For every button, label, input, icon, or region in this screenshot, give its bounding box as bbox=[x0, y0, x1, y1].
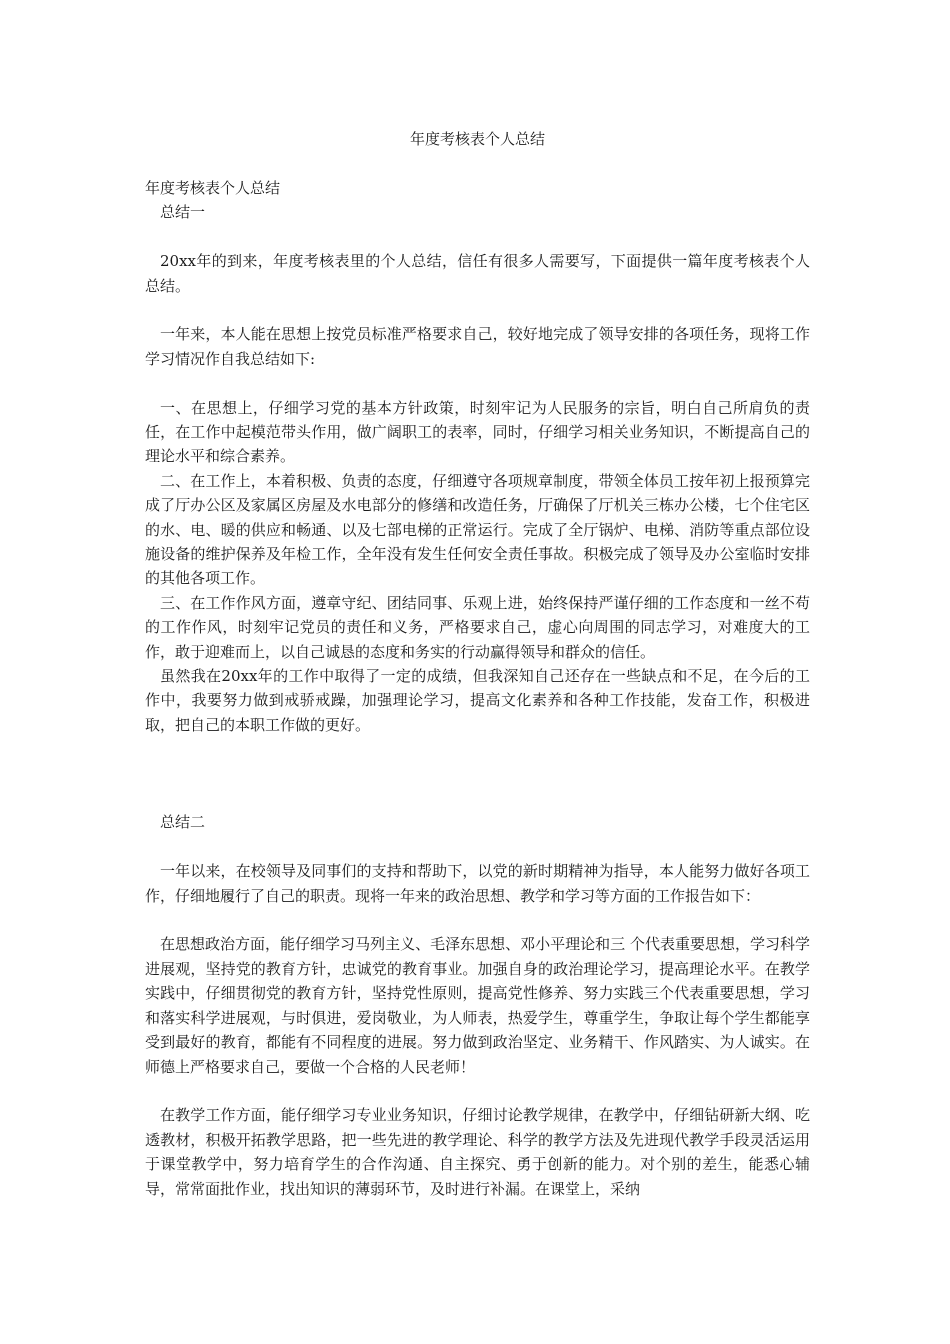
section2-paragraph: 在教学工作方面，能仔细学习专业业务知识，仔细讨论教学规律，在教学中，仔细钻研新大纲、吃透教材，积极开拓教学思路，把一些先进的教学理论、科学的教学方法及先进现代教学手段灵活运用于课堂教学中，努力培育学生的合作沟通、自主探究、勇于创新的能力。对个别的差生，能悉心辅导，常常面批作业，找出知识的薄弱环节，及时进行补漏。在课堂上，采纳 bbox=[145, 1106, 810, 1198]
section2-paragraph: 在思想政治方面，能仔细学习马列主义、毛泽东思想、邓小平理论和三 个代表重要思想，学习科学进展观，坚持党的教育方针，忠诚党的教育事业。加强自身的政治理论学习，提高理论水平。在教学实践中，仔细贯彻党的教育方针，坚持党性原则，提高党性修养、努力实践三个代表重要思想，学习和落实科学进展观，与时俱进，爱岗敬业，为人师表，热爱学生，尊重学生，争取让每个学生都能享受到最好的教育，都能有不同程度的进展。努力做到政治坚定、业务精干、作风踏实、为人诚实。在师德上严格要求自己，要做一个合格的人民老师！ bbox=[145, 935, 810, 1076]
section1-paragraph: 一年来，本人能在思想上按党员标准严格要求自己，较好地完成了领导安排的各项任务，现将工作学习情况作自我总结如下: bbox=[145, 325, 810, 368]
section1-heading: 总结一 bbox=[160, 203, 206, 222]
section1-paragraph: 三、在工作作风方面，遵章守纪、团结同事、乐观上进，始终保持严谨仔细的工作态度和一丝不苟的工作作风，时刻牢记党员的责任和义务，严格要求自己，虚心向周围的同志学习，对难度大的工作，敢于迎难而上，以自己诚恳的态度和务实的行动赢得领导和群众的信任。 bbox=[145, 593, 810, 661]
section1-paragraph: 虽然我在20xx年的工作中取得了一定的成绩，但我深知自己还存在一些缺点和不足，在今后的工作中，我要努力做到戒骄戒躁，加强理论学习，提高文化素养和各种工作技能，发奋工作，积极进取，把自己的本职工作做的更好。 bbox=[145, 667, 810, 734]
section1-paragraph: 二、在工作上，本着积极、负责的态度，仔细遵守各项规章制度，带领全体员工按年初上报预算完成了厅办公区及家属区房屋及水电部分的修缮和改造任务，厅确保了厅机关三栋办公楼，七个住宅区的水、电、暖的供应和畅通、以及七部电梯的正常运行。完成了全厅锅炉、电梯、消防等重点部位设施设备的维护保养及年检工作，全年没有发生任何安全责任事故。积极完成了领导及办公室临时安排的其他各项工作。 bbox=[145, 471, 810, 588]
document-title: 年度考核表个人总结 bbox=[409, 130, 545, 148]
section1-paragraph: 20xx年的到来，年度考核表里的个人总结，信任有很多人需要写，下面提供一篇年度考核表个人总结。 bbox=[145, 252, 810, 295]
section1-paragraph: 一、在思想上，仔细学习党的基本方针政策，时刻牢记为人民服务的宗旨，明白自己所肩负的责任，在工作中起模范带头作用，做广阔职工的表率，同时，仔细学习相关业务知识，不断提高自己的理论水平和综合素养。 bbox=[145, 398, 810, 466]
document-body bbox=[145, 176, 810, 1201]
section2-heading: 总结二 bbox=[160, 813, 206, 832]
section2-paragraph: 一年以来，在校领导及同事们的支持和帮助下，以党的新时期精神为指导，本人能努力做好各项工作，仔细地履行了自己的职责。现将一年来的政治思想、教学和学习等方面的工作报告如下： bbox=[145, 862, 810, 905]
document-subtitle: 年度考核表个人总结 bbox=[145, 179, 281, 197]
